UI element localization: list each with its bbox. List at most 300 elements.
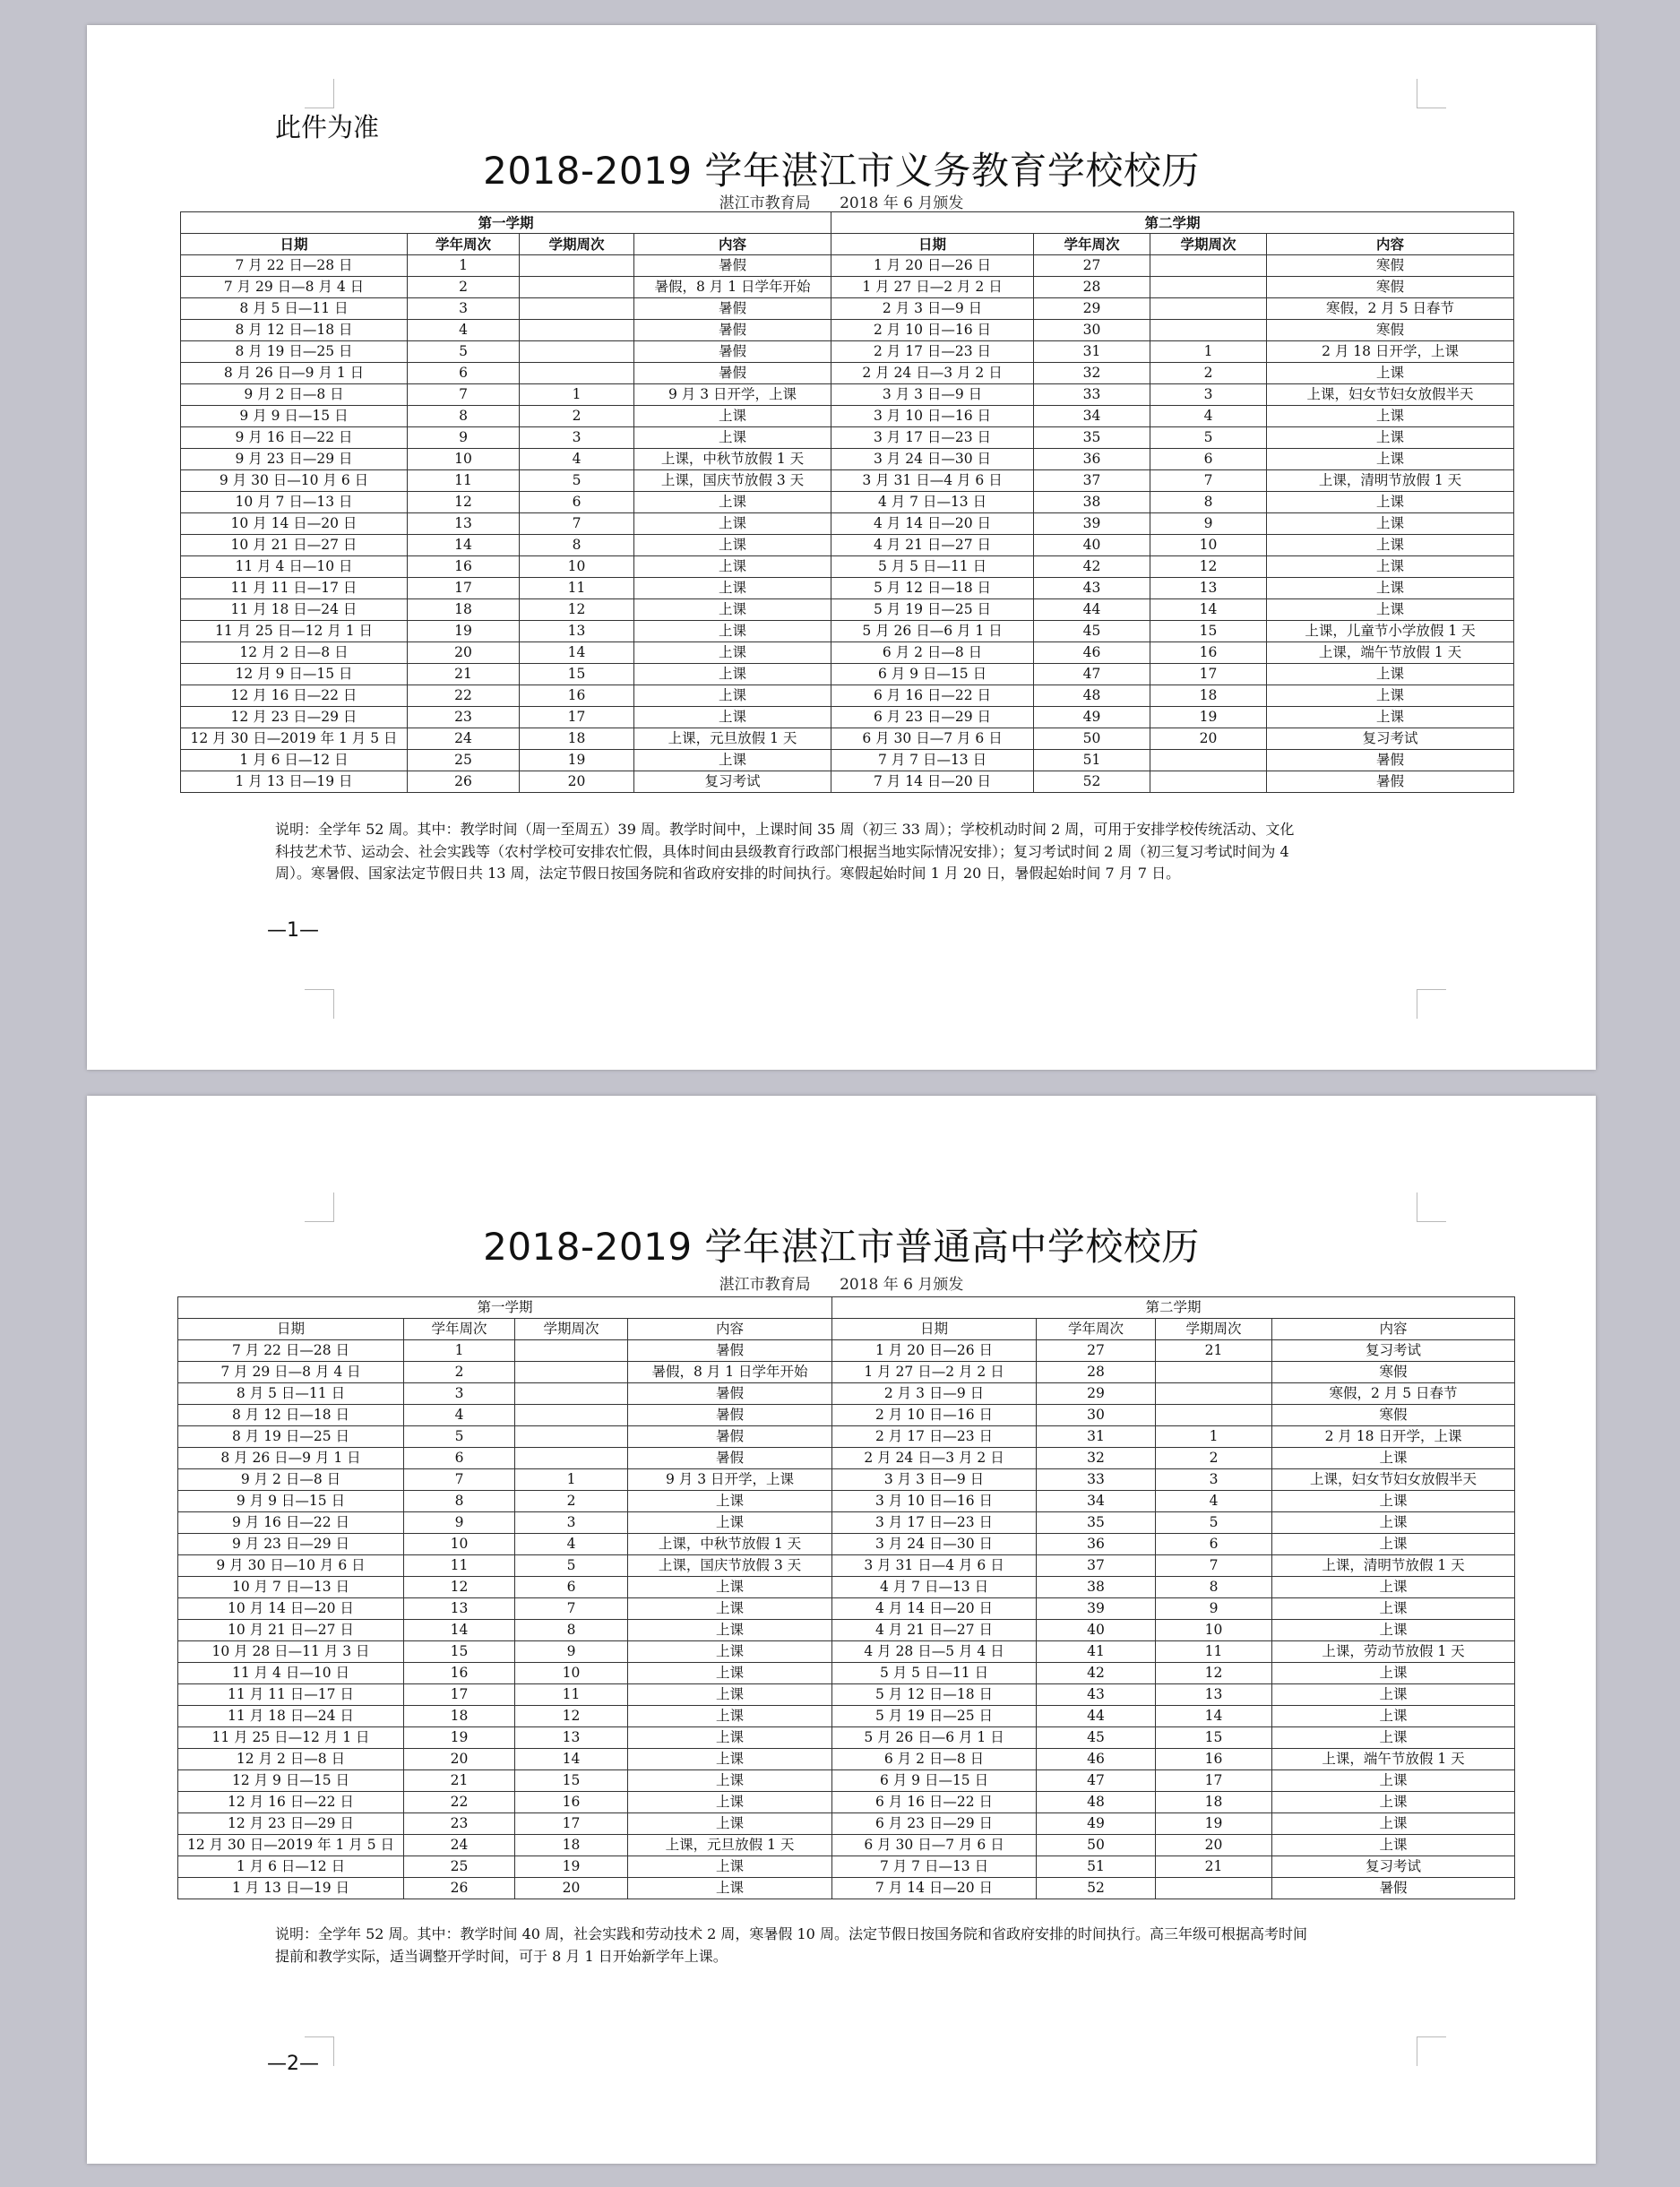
table-cell: 8 (1150, 492, 1267, 513)
table-cell: 寒假 (1267, 277, 1514, 298)
table-cell: 上课 (1267, 556, 1514, 578)
table-cell: 1 (1150, 341, 1267, 363)
table-cell: 上课 (1272, 1684, 1515, 1706)
table-cell: 4 (1150, 406, 1267, 427)
table-cell: 上课 (634, 642, 831, 664)
table-cell (520, 298, 634, 320)
table-cell: 1 (1156, 1426, 1272, 1448)
table-cell: 1 (520, 384, 634, 406)
table-row (181, 341, 1514, 363)
table-cell: 48 (1034, 685, 1150, 707)
table-cell: 8 月 5 日—11 日 (181, 298, 408, 320)
margin-mark-bottom-right (1417, 989, 1446, 1019)
table-cell: 上课 (1272, 1792, 1515, 1813)
table-cell: 7 (515, 1598, 628, 1620)
table-cell: 上课，妇女节妇女放假半天 (1267, 384, 1514, 406)
table-cell: 11 月 18 日—24 日 (178, 1706, 404, 1727)
table-row (181, 771, 1514, 793)
table-cell: 上课 (634, 513, 831, 535)
table-cell: 上课 (634, 578, 831, 599)
page-title: 2018-2019 学年湛江市普通高中学校校历 (483, 1225, 1200, 1269)
table-cell: 5 (408, 341, 520, 363)
table-cell: 6 月 9 日—15 日 (832, 1770, 1037, 1792)
table-cell: 4 (404, 1405, 515, 1426)
table-cell: 上课，中秋节放假 1 天 (628, 1534, 832, 1555)
table-cell: 8 (520, 535, 634, 556)
table-cell: 寒假 (1272, 1405, 1515, 1426)
table-cell: 7 月 29 日—8 月 4 日 (181, 277, 408, 298)
table-cell: 12 月 16 日—22 日 (181, 685, 408, 707)
table-cell: 6 月 23 日—29 日 (831, 707, 1034, 728)
table-cell (1156, 1362, 1272, 1383)
table-cell: 6 (1156, 1534, 1272, 1555)
table-cell: 上课 (628, 1856, 832, 1878)
table-cell: 12 月 30 日—2019 年 1 月 5 日 (178, 1835, 404, 1856)
table-cell: 复习考试 (634, 771, 831, 793)
table-cell: 31 (1037, 1426, 1156, 1448)
table-cell: 11 (1156, 1641, 1272, 1663)
table-cell: 11 (520, 578, 634, 599)
table-cell: 2 月 3 日—9 日 (832, 1383, 1037, 1405)
table-cell: 10 月 28 日—11 月 3 日 (178, 1641, 404, 1663)
page-title: 2018-2019 学年湛江市义务教育学校校历 (483, 149, 1200, 193)
table-cell: 寒假，2 月 5 日春节 (1272, 1383, 1515, 1405)
table-cell: 35 (1037, 1512, 1156, 1534)
table-cell: 暑假 (628, 1383, 832, 1405)
table-cell: 51 (1034, 750, 1150, 771)
table-cell: 上课，元旦放假 1 天 (628, 1835, 832, 1856)
table-cell: 暑假 (634, 255, 831, 277)
table-cell: 18 (520, 728, 634, 750)
table-cell: 2 (1150, 363, 1267, 384)
table-cell: 1 月 6 日—12 日 (178, 1856, 404, 1878)
table-cell: 24 (408, 728, 520, 750)
table-cell: 13 (515, 1727, 628, 1749)
table-cell: 32 (1034, 363, 1150, 384)
table-cell (1150, 255, 1267, 277)
table-cell: 上课 (1267, 449, 1514, 470)
table-cell (1150, 320, 1267, 341)
table-cell (1150, 298, 1267, 320)
table-cell: 2 (1156, 1448, 1272, 1469)
table-cell: 38 (1037, 1577, 1156, 1598)
table-row (181, 513, 1514, 535)
table-cell (515, 1383, 628, 1405)
table-row (181, 642, 1514, 664)
table-row (178, 1684, 1515, 1706)
table-row (178, 1512, 1515, 1534)
table-cell: 12 (404, 1577, 515, 1598)
table-cell: 1 (515, 1469, 628, 1491)
table-cell: 17 (515, 1813, 628, 1835)
table-cell: 3 (1150, 384, 1267, 406)
term1-header: 第一学期 (181, 212, 831, 234)
table-cell: 15 (1156, 1727, 1272, 1749)
table-cell: 上课 (634, 621, 831, 642)
table-cell: 7 (408, 384, 520, 406)
table-cell: 3 月 31 日—4 月 6 日 (831, 470, 1034, 492)
table-cell: 上课 (628, 1727, 832, 1749)
table-cell: 2 月 18 日开学，上课 (1267, 341, 1514, 363)
table-cell: 3 (515, 1512, 628, 1534)
table-cell: 15 (1150, 621, 1267, 642)
table-cell: 48 (1037, 1792, 1156, 1813)
table-cell: 上课 (628, 1491, 832, 1512)
table-cell: 7 月 22 日—28 日 (178, 1340, 404, 1362)
table-row (178, 1534, 1515, 1555)
table-cell: 12 月 2 日—8 日 (181, 642, 408, 664)
table-cell: 上课 (1272, 1770, 1515, 1792)
table-cell: 19 (408, 621, 520, 642)
term2-header: 第二学期 (831, 212, 1514, 234)
table-cell: 上课 (1272, 1663, 1515, 1684)
table-cell: 7 月 14 日—20 日 (832, 1878, 1037, 1899)
table-cell: 40 (1034, 535, 1150, 556)
table-cell: 27 (1037, 1340, 1156, 1362)
column-header: 内容 (628, 1319, 832, 1340)
table-cell: 3 (408, 298, 520, 320)
margin-mark-top-left (305, 79, 334, 108)
table-cell: 9 月 3 日开学，上课 (634, 384, 831, 406)
table-cell: 4 (515, 1534, 628, 1555)
table-cell: 上课 (628, 1641, 832, 1663)
table-row (178, 1620, 1515, 1641)
table-cell (1156, 1878, 1272, 1899)
table-cell: 6 月 2 日—8 日 (831, 642, 1034, 664)
table-cell: 上课 (1272, 1512, 1515, 1534)
table-cell: 上课 (628, 1512, 832, 1534)
table-cell: 8 月 26 日—9 月 1 日 (181, 363, 408, 384)
table-cell: 11 (515, 1684, 628, 1706)
table-row (178, 1383, 1515, 1405)
term2-header: 第二学期 (832, 1297, 1515, 1319)
table-cell: 上课 (1272, 1598, 1515, 1620)
table-cell (520, 320, 634, 341)
margin-mark-bottom-right (1417, 2036, 1446, 2066)
table-cell: 9 (515, 1641, 628, 1663)
table-cell: 4 月 7 日—13 日 (831, 492, 1034, 513)
table-cell: 51 (1037, 1856, 1156, 1878)
table-cell: 上课 (1272, 1813, 1515, 1835)
table-cell: 26 (404, 1878, 515, 1899)
table-cell: 4 月 21 日—27 日 (831, 535, 1034, 556)
table-cell: 2 (408, 277, 520, 298)
table-cell: 4 月 21 日—27 日 (832, 1620, 1037, 1641)
table-cell: 52 (1034, 771, 1150, 793)
table-cell: 9 月 16 日—22 日 (181, 427, 408, 449)
table-cell: 9 月 16 日—22 日 (178, 1512, 404, 1534)
table-cell: 上课 (634, 685, 831, 707)
document-page-2 (87, 1096, 1596, 2164)
table-cell: 上课，国庆节放假 3 天 (634, 470, 831, 492)
table-cell (520, 363, 634, 384)
table-cell: 5 月 12 日—18 日 (831, 578, 1034, 599)
table-row (178, 1340, 1515, 1362)
table-cell: 11 月 4 日—10 日 (178, 1663, 404, 1684)
table-cell: 10 月 14 日—20 日 (178, 1598, 404, 1620)
table-cell: 52 (1037, 1878, 1156, 1899)
table-row (181, 664, 1514, 685)
table-cell: 上课 (628, 1749, 832, 1770)
table-cell: 14 (404, 1620, 515, 1641)
table-cell: 上课 (1272, 1706, 1515, 1727)
table-cell: 20 (515, 1878, 628, 1899)
column-header: 日期 (178, 1319, 404, 1340)
table-cell: 49 (1037, 1813, 1156, 1835)
table-cell: 暑假 (628, 1448, 832, 1469)
table-cell: 2 月 17 日—23 日 (832, 1426, 1037, 1448)
table-cell: 10 月 7 日—13 日 (181, 492, 408, 513)
table-cell: 43 (1034, 578, 1150, 599)
table-cell: 复习考试 (1272, 1856, 1515, 1878)
table-row (181, 470, 1514, 492)
table-cell: 上课 (1272, 1534, 1515, 1555)
table-cell: 2 (515, 1491, 628, 1512)
table-cell: 9 月 9 日—15 日 (181, 406, 408, 427)
table-cell: 8 (408, 406, 520, 427)
table-cell: 28 (1037, 1362, 1156, 1383)
table-cell: 10 月 7 日—13 日 (178, 1577, 404, 1598)
table-cell: 上课，劳动节放假 1 天 (1272, 1641, 1515, 1663)
table-cell: 复习考试 (1267, 728, 1514, 750)
table-cell: 18 (408, 599, 520, 621)
table-cell: 寒假 (1267, 320, 1514, 341)
table-cell: 上课 (1267, 427, 1514, 449)
table-cell: 29 (1034, 298, 1150, 320)
table-cell: 3 (1156, 1469, 1272, 1491)
table-cell: 10 (1150, 535, 1267, 556)
table-cell: 7 月 7 日—13 日 (832, 1856, 1037, 1878)
table-cell: 上课 (634, 427, 831, 449)
page-subtitle: 湛江市教育局 2018 年 6 月颁发 (719, 194, 964, 212)
table-cell: 11 (404, 1555, 515, 1577)
table-row (178, 1792, 1515, 1813)
table-cell: 13 (404, 1598, 515, 1620)
table-cell: 上课 (634, 750, 831, 771)
table-row (178, 1448, 1515, 1469)
table-cell: 14 (520, 642, 634, 664)
explanation-note (275, 819, 1529, 885)
table-cell: 46 (1034, 642, 1150, 664)
table-cell: 上课 (634, 599, 831, 621)
table-cell: 21 (404, 1770, 515, 1792)
table-cell: 7 (404, 1469, 515, 1491)
table-row (178, 1749, 1515, 1770)
table-cell: 13 (408, 513, 520, 535)
table-cell: 1 月 27 日—2 月 2 日 (832, 1362, 1037, 1383)
table-cell (515, 1405, 628, 1426)
table-cell: 4 月 14 日—20 日 (831, 513, 1034, 535)
table-cell: 3 月 24 日—30 日 (831, 449, 1034, 470)
table-cell: 上课 (1267, 363, 1514, 384)
table-cell: 9 (404, 1512, 515, 1534)
table-cell: 30 (1034, 320, 1150, 341)
table-cell: 5 月 19 日—25 日 (831, 599, 1034, 621)
table-row (181, 599, 1514, 621)
table-cell: 14 (408, 535, 520, 556)
table-row (181, 556, 1514, 578)
table-cell: 11 月 11 日—17 日 (181, 578, 408, 599)
table-cell: 5 月 12 日—18 日 (832, 1684, 1037, 1706)
table-cell: 10 (408, 449, 520, 470)
table-cell (520, 341, 634, 363)
table-cell: 8 月 26 日—9 月 1 日 (178, 1448, 404, 1469)
table-cell: 6 月 30 日—7 月 6 日 (831, 728, 1034, 750)
table-row (178, 1663, 1515, 1684)
table-cell: 6 月 16 日—22 日 (832, 1792, 1037, 1813)
table-cell: 3 (404, 1383, 515, 1405)
table-cell: 19 (515, 1856, 628, 1878)
column-header: 内容 (1267, 234, 1514, 255)
table-row (181, 427, 1514, 449)
table-row (178, 1835, 1515, 1856)
table-cell: 12 月 9 日—15 日 (178, 1770, 404, 1792)
table-cell: 25 (404, 1856, 515, 1878)
table-cell: 19 (404, 1727, 515, 1749)
table-cell: 27 (1034, 255, 1150, 277)
table-cell: 2 月 18 日开学，上课 (1272, 1426, 1515, 1448)
table-row (181, 384, 1514, 406)
table-cell: 45 (1034, 621, 1150, 642)
table-cell: 上课 (1267, 492, 1514, 513)
table-cell: 9 月 23 日—29 日 (181, 449, 408, 470)
table-row (181, 320, 1514, 341)
table-cell: 8 月 5 日—11 日 (178, 1383, 404, 1405)
table-cell: 2 月 10 日—16 日 (831, 320, 1034, 341)
table-cell: 上课 (628, 1598, 832, 1620)
table-cell: 1 (404, 1340, 515, 1362)
column-header: 学年周次 (1034, 234, 1150, 255)
explanation-line: 说明：全学年 52 周。其中：教学时间 40 周，社会实践和劳动技术 2 周，寒暑假 10 周。法定节假日按国务院和省政府安排的时间执行。高三年级可根据高考时间 (275, 1925, 1307, 1942)
table-cell: 13 (1150, 578, 1267, 599)
table-cell: 12 (1150, 556, 1267, 578)
column-header: 学期周次 (515, 1319, 628, 1340)
table-cell: 33 (1037, 1469, 1156, 1491)
table-cell: 上课 (628, 1663, 832, 1684)
explanation-line: 说明：全学年 52 周。其中：教学时间（周一至周五）39 周。教学时间中，上课时间 35 周（初三 33 周）；学校机动时间 2 周，可用于安排学校传统活动、文化 (275, 821, 1295, 838)
table-cell: 7 月 29 日—8 月 4 日 (178, 1362, 404, 1383)
table-cell: 暑假 (634, 363, 831, 384)
stamp-note: 此件为准 (275, 112, 380, 142)
table-cell: 7 (520, 513, 634, 535)
table-cell: 暑假，8 月 1 日学年开始 (628, 1362, 832, 1383)
table-cell: 16 (1156, 1749, 1272, 1770)
table-cell: 2 (404, 1362, 515, 1383)
table-cell: 上课 (1267, 535, 1514, 556)
table-cell: 7 月 14 日—20 日 (831, 771, 1034, 793)
table-cell: 4 月 7 日—13 日 (832, 1577, 1037, 1598)
column-header: 学年周次 (408, 234, 520, 255)
table-cell: 12 月 2 日—8 日 (178, 1749, 404, 1770)
page-number: —2— (267, 2053, 319, 2075)
table-row (178, 1727, 1515, 1749)
table-cell: 45 (1037, 1727, 1156, 1749)
table-cell: 上课 (634, 707, 831, 728)
table-cell: 25 (408, 750, 520, 771)
table-cell (1150, 750, 1267, 771)
table-cell: 7 (1156, 1555, 1272, 1577)
margin-mark-bottom-left (305, 989, 334, 1019)
table-cell: 4 月 28 日—5 月 4 日 (832, 1641, 1037, 1663)
table-cell: 7 月 7 日—13 日 (831, 750, 1034, 771)
table-cell: 上课 (628, 1770, 832, 1792)
table-cell: 28 (1034, 277, 1150, 298)
table-cell: 暑假，8 月 1 日学年开始 (634, 277, 831, 298)
table-cell: 30 (1037, 1405, 1156, 1426)
table-cell: 16 (520, 685, 634, 707)
table-cell: 4 (408, 320, 520, 341)
table-cell (515, 1340, 628, 1362)
table-row (178, 1770, 1515, 1792)
explanation-line: 周）。寒暑假、国家法定节假日共 13 周，法定节假日按国务院和省政府安排的时间执行。寒假起始时间 1 月 20 日，暑假起始时间 7 月 7 日。 (275, 865, 1181, 882)
table-cell: 9 (408, 427, 520, 449)
table-cell: 16 (408, 556, 520, 578)
table-cell: 11 (408, 470, 520, 492)
table-cell: 12 (1156, 1663, 1272, 1684)
table-row (178, 1641, 1515, 1663)
table-cell: 20 (1156, 1835, 1272, 1856)
column-header: 学期周次 (1150, 234, 1267, 255)
table-row (181, 255, 1514, 277)
table-row (178, 1405, 1515, 1426)
table-cell: 2 月 24 日—3 月 2 日 (832, 1448, 1037, 1469)
table-cell: 6 月 9 日—15 日 (831, 664, 1034, 685)
table-cell: 5 (515, 1555, 628, 1577)
table-cell: 1 月 13 日—19 日 (181, 771, 408, 793)
column-header: 内容 (634, 234, 831, 255)
table-cell: 21 (408, 664, 520, 685)
table-cell: 20 (1150, 728, 1267, 750)
table-cell: 42 (1037, 1663, 1156, 1684)
table-cell: 暑假 (634, 298, 831, 320)
table-cell: 44 (1037, 1706, 1156, 1727)
table-cell: 6 月 30 日—7 月 6 日 (832, 1835, 1037, 1856)
table-cell: 5 月 19 日—25 日 (832, 1706, 1037, 1727)
table-cell: 16 (1150, 642, 1267, 664)
table-cell: 上课，端午节放假 1 天 (1267, 642, 1514, 664)
table-cell: 3 月 24 日—30 日 (832, 1534, 1037, 1555)
table-cell: 暑假 (628, 1426, 832, 1448)
table-cell: 1 月 13 日—19 日 (178, 1878, 404, 1899)
table-cell: 暑假 (1272, 1878, 1515, 1899)
table-cell: 19 (1150, 707, 1267, 728)
table-row (181, 363, 1514, 384)
table-cell: 1 月 27 日—2 月 2 日 (831, 277, 1034, 298)
margin-mark-top-right (1417, 79, 1446, 108)
table-cell: 50 (1034, 728, 1150, 750)
table-row (178, 1577, 1515, 1598)
table-row (181, 535, 1514, 556)
table-cell: 9 月 9 日—15 日 (178, 1491, 404, 1512)
table-cell: 10 (1156, 1620, 1272, 1641)
table-cell: 41 (1037, 1641, 1156, 1663)
table-cell: 上课 (628, 1706, 832, 1727)
table-cell: 11 月 11 日—17 日 (178, 1684, 404, 1706)
table-cell: 31 (1034, 341, 1150, 363)
table-cell (1156, 1383, 1272, 1405)
table-row (181, 728, 1514, 750)
table-cell: 17 (408, 578, 520, 599)
table-cell: 4 (520, 449, 634, 470)
table-cell: 暑假 (1267, 771, 1514, 793)
table-cell: 15 (515, 1770, 628, 1792)
table-cell: 18 (404, 1706, 515, 1727)
table-cell: 7 月 22 日—28 日 (181, 255, 408, 277)
table-cell: 暑假 (628, 1340, 832, 1362)
column-header: 日期 (181, 234, 408, 255)
table-cell: 6 (515, 1577, 628, 1598)
explanation-line: 提前和教学实际，适当调整开学时间，可于 8 月 1 日开始新学年上课。 (275, 1947, 728, 1965)
